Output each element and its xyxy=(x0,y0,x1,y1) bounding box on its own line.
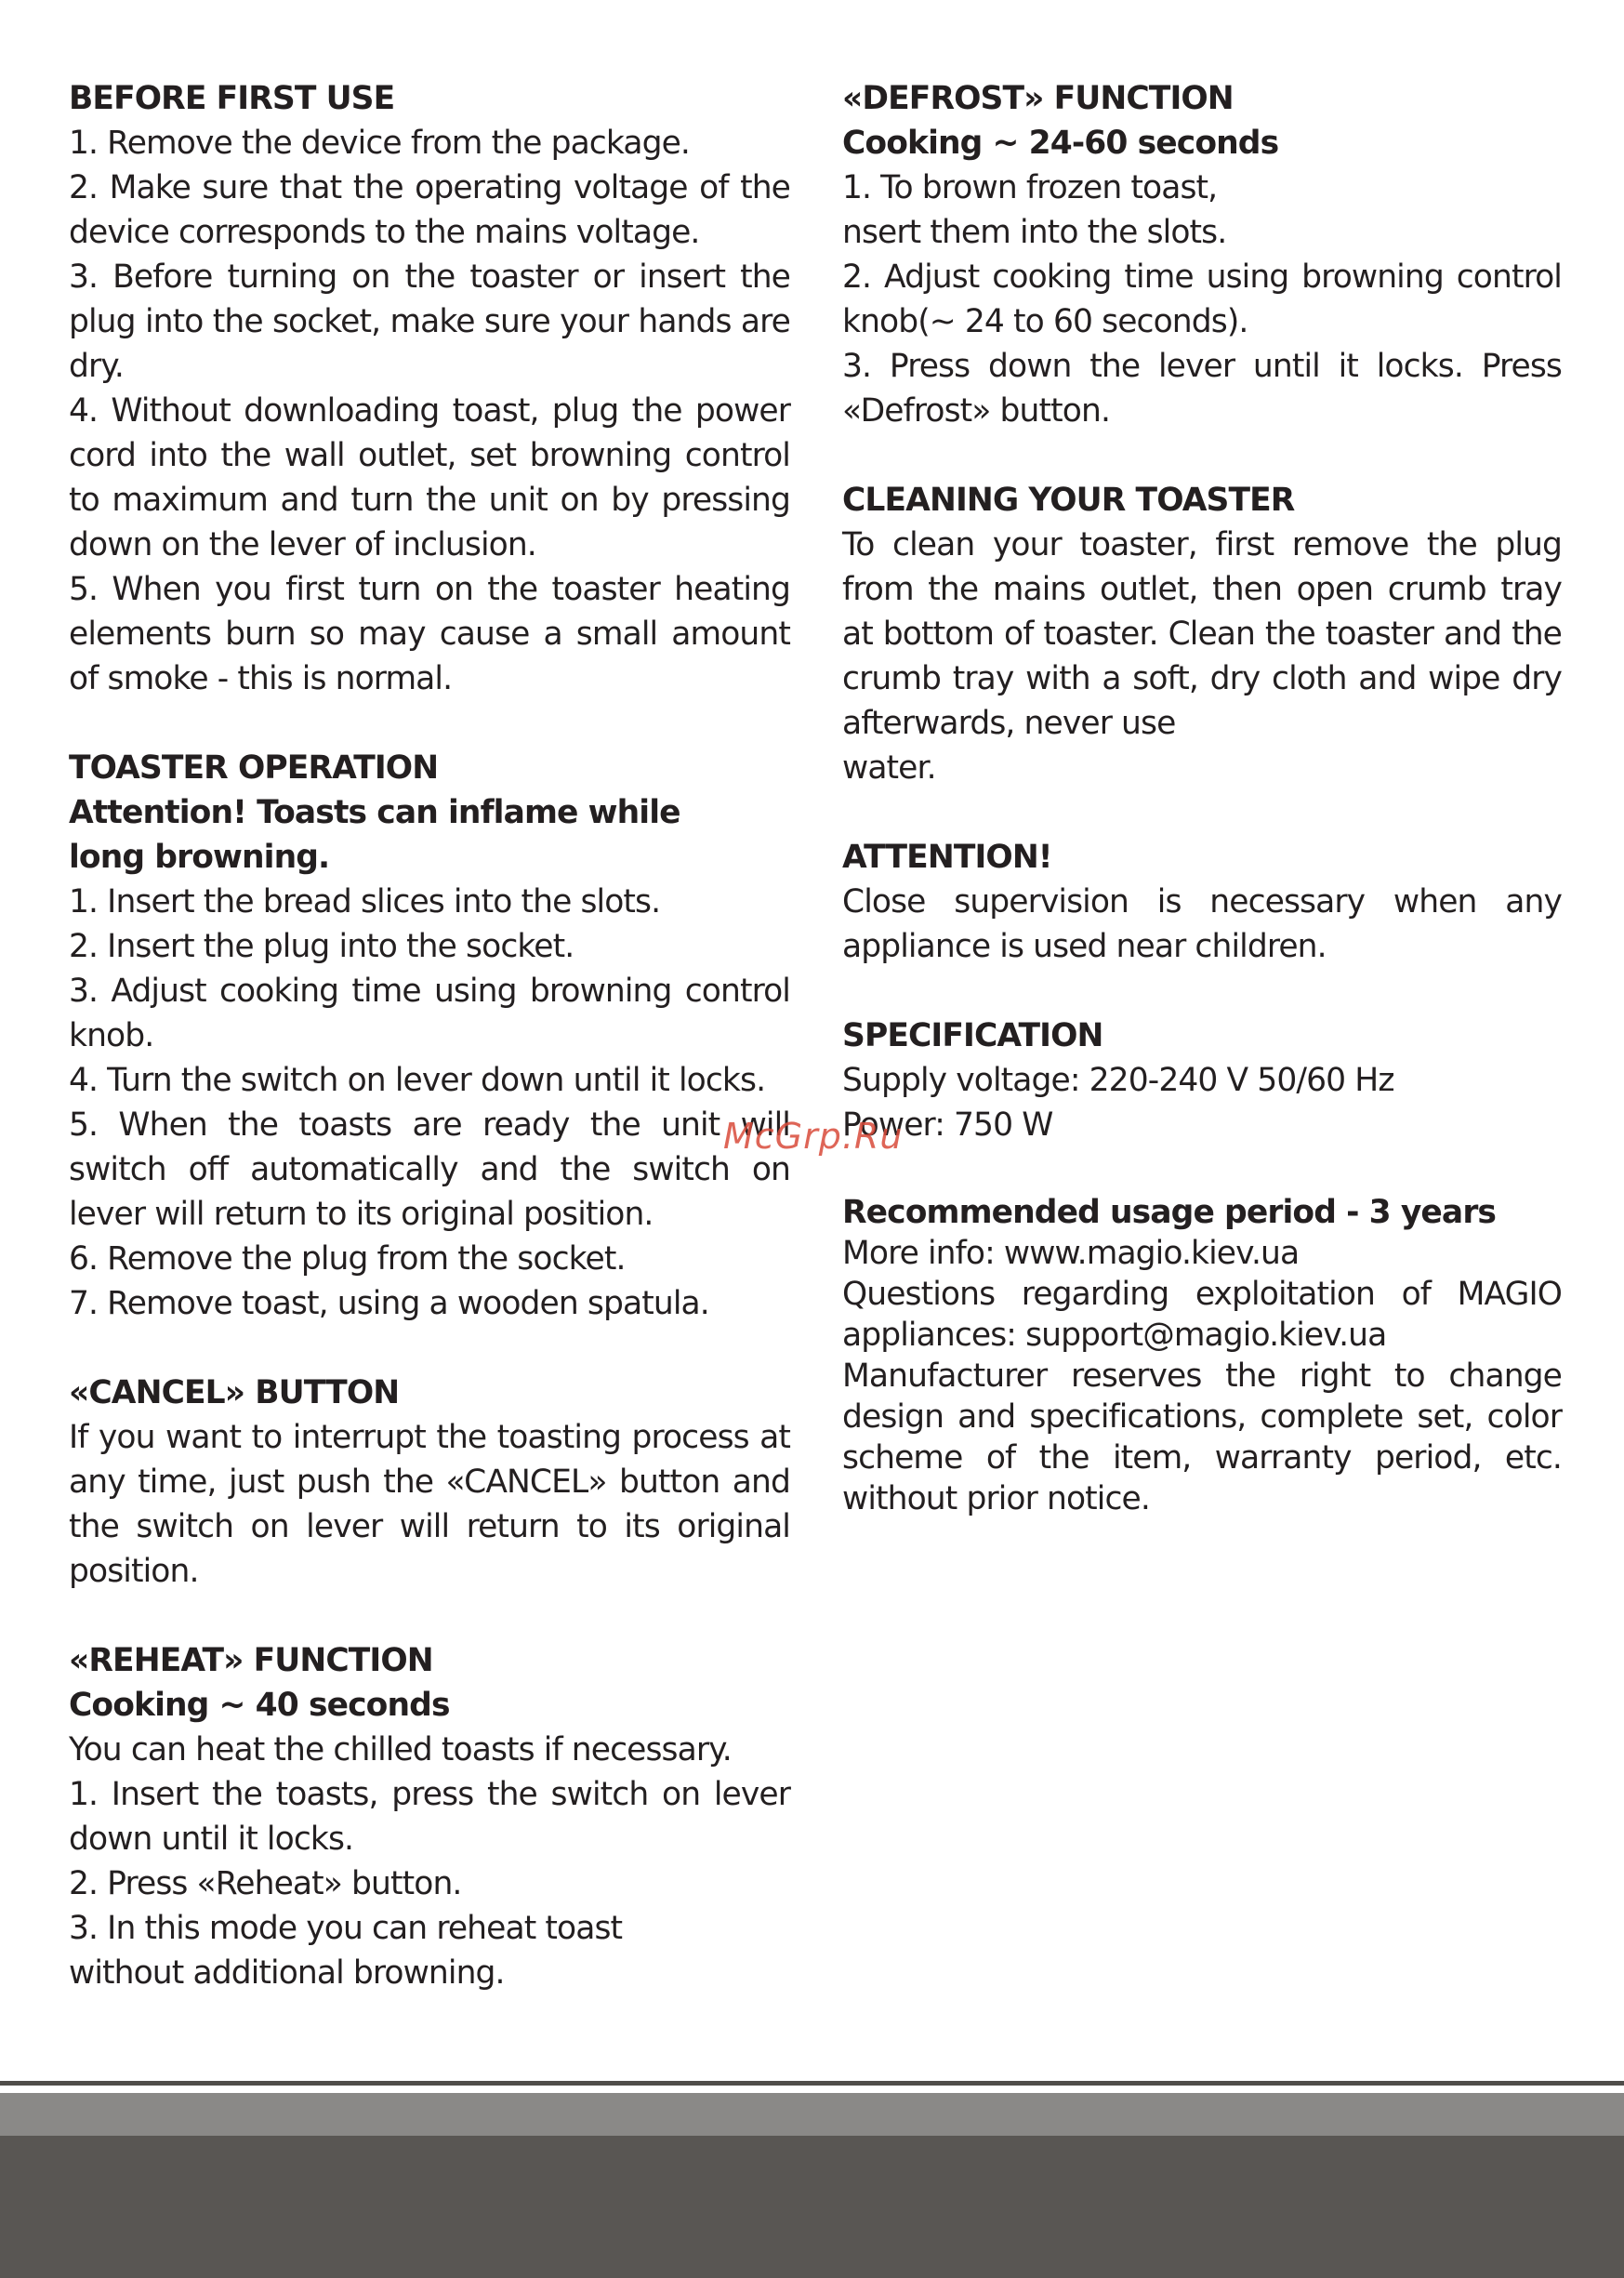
spec-supply-voltage: Supply voltage: 220-240 V 50/60 Hz xyxy=(842,1062,1394,1099)
footer-divider xyxy=(0,2081,1624,2086)
questions-text: Questions regarding exploitation of MAGIO appliances: support@magio.kiev.ua xyxy=(842,1276,1562,1354)
list-item-continuation: nsert them into the slots. xyxy=(842,214,1227,251)
heading-cancel-button: «CANCEL» BUTTON xyxy=(69,1374,400,1411)
heading-usage-period: Recommended usage period - 3 years xyxy=(842,1194,1497,1231)
list-item: 3. Before turning on the toaster or insert the plug into the socket, make sure your hands are dry. xyxy=(69,258,790,385)
spec-power: Power: 750 W xyxy=(842,1106,1053,1144)
manufacturer-notice: Manufacturer reserves the right to change design and specifications, complete set, color scheme of the item, warranty period, etc. without prior notice. xyxy=(842,1358,1562,1517)
list-item: 1. Insert the bread slices into the slots. xyxy=(69,883,661,920)
list-item: 2. Make sure that the operating voltage of the device corresponds to the mains voltage. xyxy=(69,169,790,251)
list-item-continuation: without additional browning. xyxy=(69,1954,505,1992)
attention-warning-line-2: long browning. xyxy=(69,839,330,876)
heading-reheat-function: «REHEAT» FUNCTION xyxy=(69,1642,433,1679)
attention-text: Close supervision is necessary when any appliance is used near children. xyxy=(842,883,1562,965)
list-item: 6. Remove the plug from the socket. xyxy=(69,1240,626,1278)
defrost-cooking-time: Cooking ~ 24-60 seconds xyxy=(842,125,1279,162)
list-item: 4. Without downloading toast, plug the power cord into the wall outlet, set browning control to maximum and turn the unit on by pressing down on the lever of inclusion. xyxy=(69,392,790,563)
section-attention xyxy=(842,835,1562,969)
list-item: 3. In this mode you can reheat toast xyxy=(69,1910,623,1947)
section-before-first-use xyxy=(69,76,790,701)
heading-specification: SPECIFICATION xyxy=(842,1017,1103,1054)
list-item: 3. Adjust cooking time using browning control knob. xyxy=(69,973,790,1054)
section-defrost-function xyxy=(842,76,1562,433)
reheat-intro: You can heat the chilled toasts if necessary. xyxy=(69,1731,732,1768)
more-info: More info: www.magio.kiev.ua xyxy=(842,1235,1300,1272)
list-item: 1. Insert the toasts, press the switch on lever down until it locks. xyxy=(69,1776,790,1858)
left-column xyxy=(69,76,790,1995)
list-item: 3. Press down the lever until it locks. Press «Defrost» button. xyxy=(842,348,1562,430)
section-usage xyxy=(842,1192,1562,1519)
section-cleaning xyxy=(842,478,1562,790)
cleaning-text: To clean your toaster, first remove the plug from the mains outlet, then open crumb tray at bottom of toaster. Clean the toaster and the crumb tray with a soft, dry cloth and wipe dry afterwards, never use xyxy=(842,526,1562,742)
list-item: 7. Remove toast, using a wooden spatula. xyxy=(69,1285,709,1322)
heading-cleaning: CLEANING YOUR TOASTER xyxy=(842,482,1295,519)
cleaning-text-end: water. xyxy=(842,749,936,787)
section-toaster-operation xyxy=(69,746,790,1326)
section-cancel-button xyxy=(69,1371,790,1594)
footer-band-dark xyxy=(0,2136,1624,2278)
list-item: 1. Remove the device from the package. xyxy=(69,125,690,162)
list-item: 2. Adjust cooking time using browning control knob(~ 24 to 60 seconds). xyxy=(842,258,1562,340)
section-specification xyxy=(842,1013,1562,1147)
list-item: 4. Turn the switch on lever down until it locks. xyxy=(69,1062,766,1099)
reheat-cooking-time: Cooking ~ 40 seconds xyxy=(69,1687,450,1724)
heading-before-first-use: BEFORE FIRST USE xyxy=(69,80,395,117)
attention-warning-line-1: Attention! Toasts can inflame while xyxy=(69,794,680,831)
right-column xyxy=(842,76,1562,1519)
watermark: McGrp.Ru xyxy=(723,1116,904,1157)
cancel-button-text: If you want to interrupt the toasting process at any time, just push the «CANCEL» button and the switch on lever will return to its original position. xyxy=(69,1419,790,1590)
list-item: 2. Press «Reheat» button. xyxy=(69,1865,462,1902)
heading-toaster-operation: TOASTER OPERATION xyxy=(69,749,439,787)
footer-band-light xyxy=(0,2093,1624,2136)
heading-attention: ATTENTION! xyxy=(842,839,1052,876)
list-item: 5. When you first turn on the toaster heating elements burn so may cause a small amount of smoke - this is normal. xyxy=(69,571,790,697)
section-reheat-function xyxy=(69,1638,790,1995)
list-item: 5. When the toasts are ready the unit will switch off automatically and the switch on lever will return to its original position. xyxy=(69,1106,790,1233)
heading-defrost-function: «DEFROST» FUNCTION xyxy=(842,80,1234,117)
list-item: 2. Insert the plug into the socket. xyxy=(69,928,574,965)
list-item: 1. To brown frozen toast, xyxy=(842,169,1218,206)
